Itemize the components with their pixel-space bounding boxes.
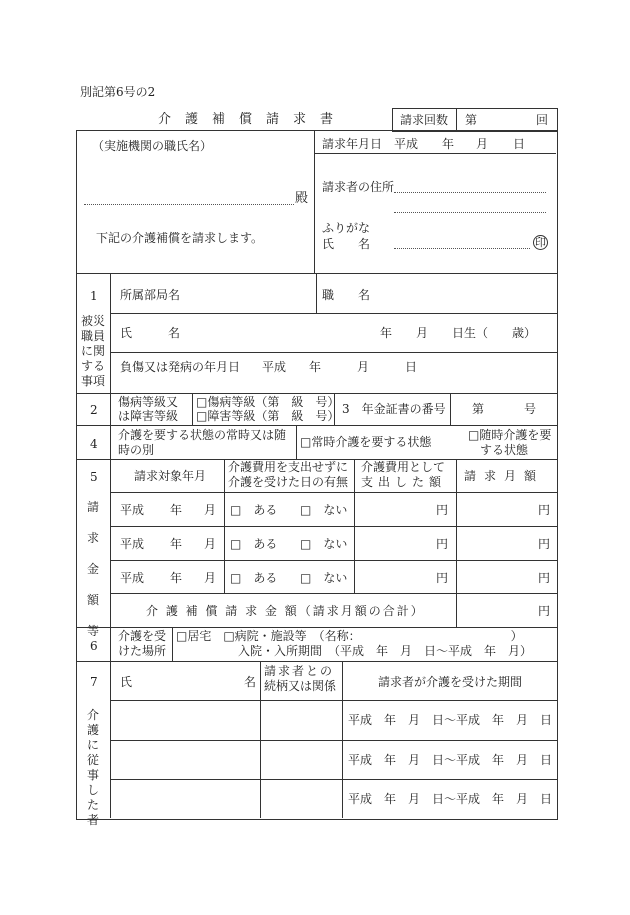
injury-grade-option[interactable]: □傷病等級（第 級 号） [196, 395, 340, 409]
col-monthly-amount: 請求月額 [464, 469, 545, 483]
sec7-side-label: 介 護 に 従 事 し た 者 [86, 708, 99, 827]
care-period-row: 平成 年 月 日〜平成 年 月 日 [348, 792, 553, 806]
disability-grade-option[interactable]: □障害等級（第 級 号） [196, 409, 340, 423]
has-days-yes[interactable]: □ ある [230, 571, 278, 585]
agency-label: （実施機関の職氏名） [92, 139, 213, 153]
sec1-side-label: 被災職員に関する事項 [80, 314, 105, 388]
post-label: 職 名 [322, 288, 371, 302]
care-period-row: 平成 年 月 日〜平成 年 月 日 [348, 713, 553, 727]
page-title: 介護補償請求書 [158, 112, 348, 127]
request-text: 下記の介護補償を請求します。 [96, 231, 264, 245]
birth-text: 年 月 日生（ 歳） [380, 326, 537, 340]
sec5-side-label: 請 求 金 額 等 [86, 500, 99, 638]
form-number: 別記第6号の2 [80, 85, 156, 99]
address-field[interactable] [394, 192, 546, 193]
care-place-options[interactable]: □居宅 □病院・施設等 （名称： ） [176, 629, 523, 643]
has-days-yes[interactable]: □ ある [230, 537, 278, 551]
has-days-no[interactable]: □ ない [300, 537, 348, 551]
has-days-yes[interactable]: □ ある [230, 503, 278, 517]
care-period-row: 平成 年 月 日〜平成 年 月 日 [348, 753, 553, 767]
has-days-no[interactable]: □ ない [300, 503, 348, 517]
date-label: 請求年月日 [322, 137, 383, 151]
care-period-header: 請求者が介護を受けた期間 [378, 675, 523, 689]
victim-name-label: 氏 名 [120, 326, 181, 340]
col-target-month: 請求対象年月 [134, 469, 207, 483]
pension-number-label: 3 年金証書の番号 [342, 402, 446, 416]
dept-label: 所属部局名 [120, 288, 181, 302]
seal-icon: 印 [535, 236, 546, 249]
has-days-no[interactable]: □ ない [300, 571, 348, 585]
constant-care-option[interactable]: □常時介護を要する状態 [300, 435, 432, 449]
injury-date-label: 負傷又は発病の年月日 [120, 360, 241, 374]
name-field[interactable] [394, 248, 530, 249]
address-label: 請求者の住所 [322, 180, 395, 194]
admission-period: 入院・入所期間 （平成 年 月 日〜平成 年 月） [238, 644, 533, 658]
occasional-care-option[interactable]: □随時介護を要 [468, 428, 552, 442]
claim-count-label: 請求回数 [400, 113, 449, 127]
agency-field[interactable] [84, 204, 294, 205]
name-label: 氏 名 [322, 237, 371, 251]
total-amount-label: 介 護 補 償 請 求 金 額（請求月額の合計） [146, 604, 425, 618]
